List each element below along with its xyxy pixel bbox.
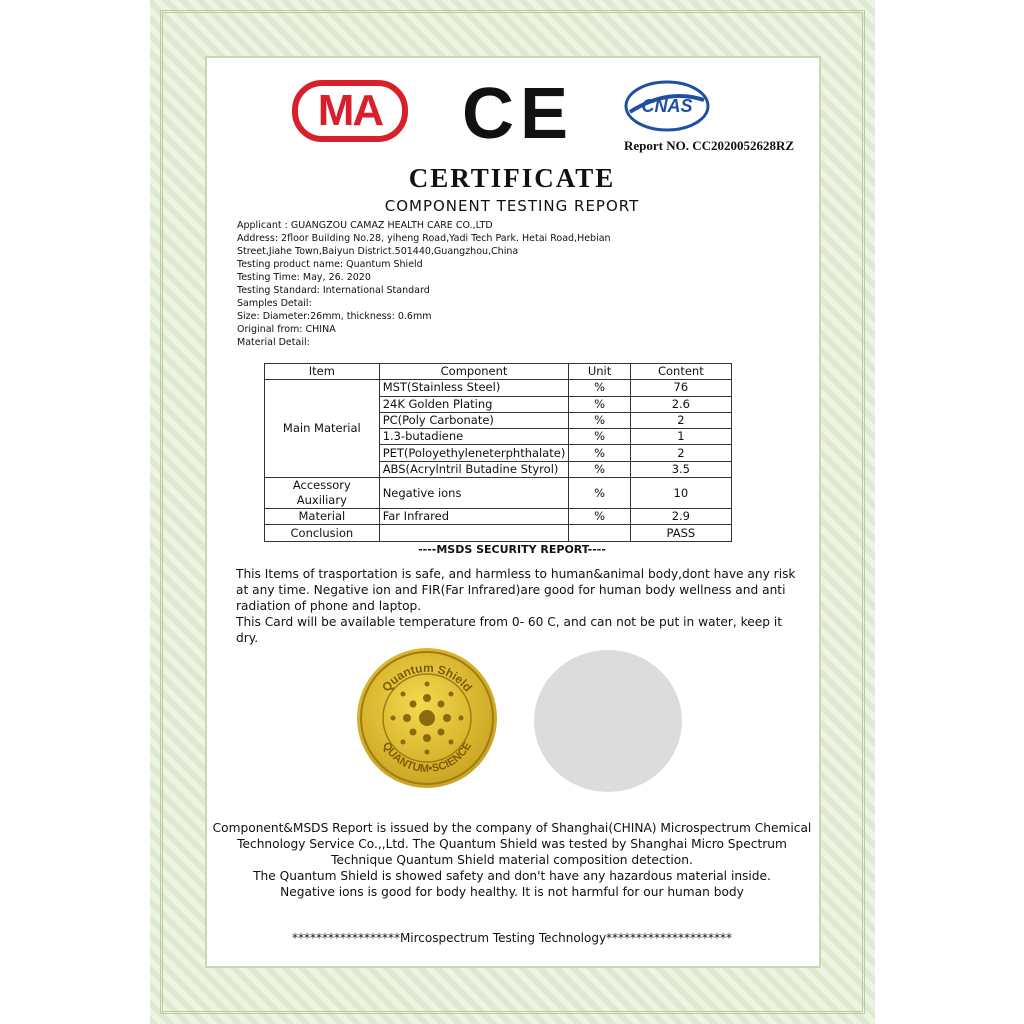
component-cell: 24K Golden Plating <box>379 396 569 412</box>
detail-line: Applicant : GUANGZOU CAMAZ HEALTH CARE CO.,LTD <box>237 220 493 231</box>
msds-line: at any time. Negative ion and FIR(Far Infrared)are good for human body wellness and anti <box>236 583 786 597</box>
content-cell: 76 <box>630 380 731 396</box>
header-content: Content <box>630 364 731 380</box>
unit-cell: % <box>569 429 630 445</box>
unit-cell: % <box>569 509 630 525</box>
component-cell: ABS(Acrylntril Butadine Styrol) <box>379 461 569 477</box>
cnas-logo <box>624 78 710 134</box>
applicant-details <box>237 219 657 349</box>
footer-line: Technique Quantum Shield material composition detection. <box>331 853 693 867</box>
table-row <box>265 478 732 509</box>
msds-line: This Items of trasportation is safe, and harmless to human&animal body,dont have any risk <box>236 567 796 581</box>
coin-top-text: Quantum Shield <box>379 660 475 695</box>
detail-line: Address: 2floor Building No.28, yiheng Road,Yadi Tech Park. Hetai Road,Hebian <box>237 233 611 244</box>
table-row <box>265 509 732 525</box>
empty-cell <box>569 525 630 541</box>
cma-logo-text: MA <box>317 86 383 135</box>
content-cell: 10 <box>630 478 731 509</box>
footer-line: Technology Service Co.,,Ltd. The Quantum Shield was tested by Shanghai Micro Spectrum <box>237 837 787 851</box>
content-cell: 2.6 <box>630 396 731 412</box>
coin-bottom-text: QUANTUM•SCIENCE <box>379 740 475 776</box>
header-component: Component <box>379 364 569 380</box>
msds-title: ----MSDS SECURITY REPORT---- <box>418 543 606 556</box>
cma-logo <box>292 80 408 142</box>
certificate-title: CERTIFICATE <box>408 163 616 193</box>
component-cell: PC(Poly Carbonate) <box>379 412 569 428</box>
content-cell: 2 <box>630 445 731 461</box>
svg-text:QUANTUM•SCIENCE <box>380 740 474 775</box>
content-cell: 2 <box>630 412 731 428</box>
component-cell: Far Infrared <box>379 509 569 525</box>
accessory-label-1: Accessory Auxiliary <box>265 478 380 509</box>
detail-line: Testing Standard: International Standard <box>237 285 430 296</box>
unit-cell: % <box>569 445 630 461</box>
footer-line: Component&MSDS Report is issued by the company of Shanghai(CHINA) Microspectrum Chemical <box>212 821 812 835</box>
cnas-logo-text: CNAS <box>641 96 693 116</box>
detail-line: Original from: CHINA <box>237 324 336 335</box>
svg-text:Quantum Shield <box>379 661 475 694</box>
msds-line: radiation of phone and laptop. <box>236 599 422 613</box>
certificate-subtitle: COMPONENT TESTING REPORT <box>384 197 640 215</box>
footer-line: Negative ions is good for body healthy. It is not harmful for our human body <box>280 885 744 899</box>
testing-technology-line: ******************Mircospectrum Testing Technology********************* <box>291 931 733 945</box>
detail-line: Size: Diameter:26mm, thickness: 0.6mm <box>237 311 432 322</box>
header-unit: Unit <box>569 364 630 380</box>
unit-cell: % <box>569 380 630 396</box>
detail-line: Testing Time: May, 26. 2020 <box>237 272 371 283</box>
footer-line: The Quantum Shield is showed safety and don't have any hazardous material inside. <box>253 869 771 883</box>
quantum-shield-coin-image <box>357 648 497 788</box>
content-cell: 3.5 <box>630 461 731 477</box>
unit-cell: % <box>569 461 630 477</box>
footer-paragraph <box>210 820 814 900</box>
unit-cell: % <box>569 478 630 509</box>
back-disc-image <box>534 650 682 792</box>
unit-cell: % <box>569 396 630 412</box>
detail-line: Samples Detail: <box>237 298 312 309</box>
component-cell: Negative ions <box>379 478 569 509</box>
ce-logo: CE <box>462 74 575 154</box>
component-cell: MST(Stainless Steel) <box>379 380 569 396</box>
msds-line: This Card will be available temperature from 0- 60 C, and can not be put in water, keep it dry. <box>236 615 783 645</box>
conclusion-label: Conclusion <box>265 525 380 541</box>
component-table <box>264 363 732 542</box>
component-cell: 1.3-butadiene <box>379 429 569 445</box>
content-cell: 1 <box>630 429 731 445</box>
detail-line: Street,Jiahe Town,Baiyun District.501440,Guangzhou,China <box>237 246 519 257</box>
component-cell: PET(Poloyethyleneterphthalate) <box>379 445 569 461</box>
content-cell: 2.9 <box>630 509 731 525</box>
empty-cell <box>379 525 569 541</box>
coin-dot-pattern <box>391 682 464 755</box>
report-number: Report NO. CC2020052628RZ <box>624 138 795 153</box>
conclusion-value: PASS <box>630 525 731 541</box>
header-item: Item <box>265 364 380 380</box>
main-material-label: Main Material <box>265 380 380 478</box>
table-row <box>265 380 732 396</box>
accessory-label-2: Material <box>265 509 380 525</box>
msds-paragraph <box>236 566 796 646</box>
detail-line: Material Detail: <box>237 337 310 348</box>
table-header-row <box>265 364 732 380</box>
unit-cell: % <box>569 412 630 428</box>
table-row <box>265 525 732 541</box>
detail-line: Testing product name: Quantum Shield <box>237 259 423 270</box>
